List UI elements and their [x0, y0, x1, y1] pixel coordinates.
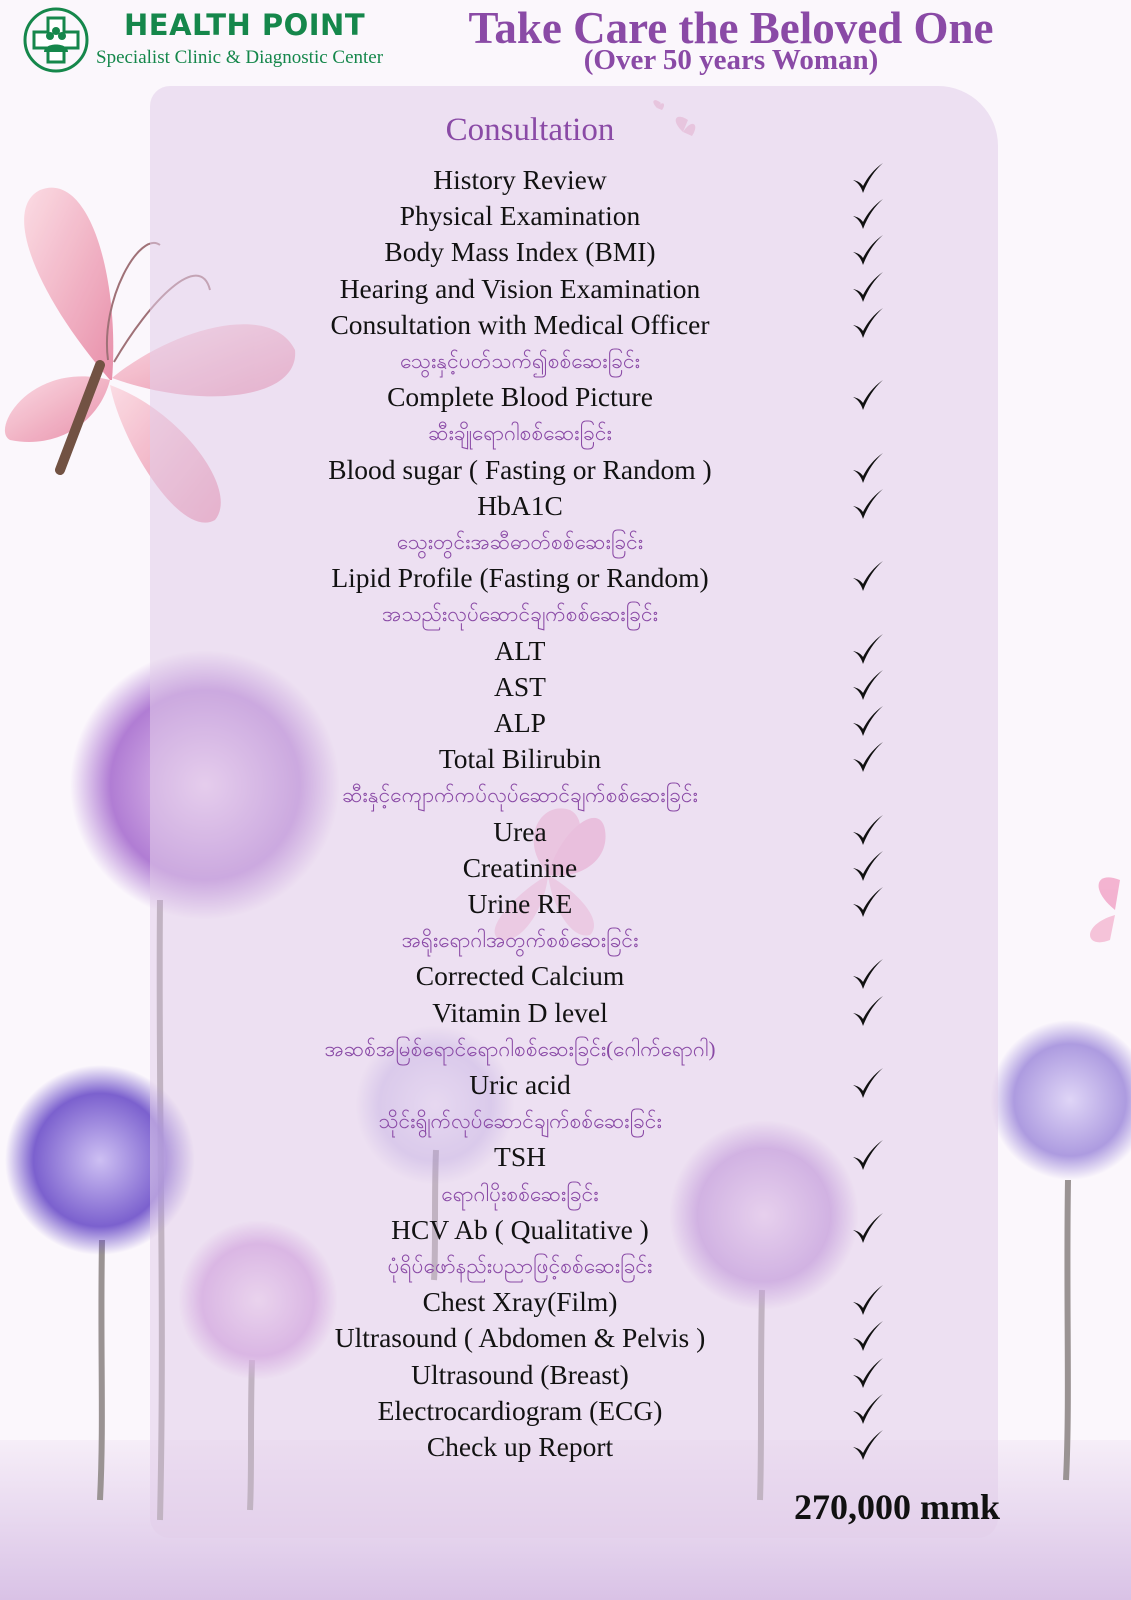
checkmark-icon: [850, 269, 886, 305]
checkmark-icon: [850, 160, 886, 196]
page-subtitle: (Over 50 years Woman): [583, 44, 879, 76]
checklist-item: HbA1C: [477, 489, 563, 521]
category-heading: ဆီးချိုရောဂါစစ်ဆေးခြင်း: [428, 421, 612, 446]
checkmark-icon: [850, 232, 886, 268]
checklist-item: Ultrasound ( Abdomen & Pelvis ): [334, 1322, 706, 1354]
checklist-item: Corrected Calcium: [415, 960, 625, 992]
checklist-item: Hearing and Vision Examination: [339, 272, 701, 304]
checklist-item: Vitamin D level: [432, 996, 608, 1028]
package-price: 270,000 mmk: [794, 1487, 1000, 1527]
checklist-item: Physical Examination: [399, 200, 641, 232]
checkmark-icon: [850, 305, 886, 341]
checklist-item: Consultation with Medical Officer: [330, 308, 710, 340]
checklist-item: Ultrasound (Breast): [411, 1358, 629, 1390]
checkmark-icon: [850, 812, 886, 848]
checkmark-icon: [850, 1065, 886, 1101]
category-heading: သွေးနှင့်ပတ်သက်၍စစ်ဆေးခြင်း: [400, 349, 640, 373]
checklist-item: Uric acid: [469, 1069, 571, 1100]
checkmark-icon: [850, 884, 886, 920]
checkmark-icon: [850, 450, 886, 486]
checkmark-icon: [850, 1355, 886, 1391]
checkmark-icon: [850, 377, 886, 413]
checklist-item: Body Mass Index (BMI): [384, 236, 656, 268]
page-title: Take Care the Beloved One: [468, 3, 994, 53]
brand-name: HEALTH POINT: [124, 8, 366, 42]
brand-subtitle: Specialist Clinic & Diagnostic Center: [96, 47, 384, 68]
checkmark-icon: [850, 993, 886, 1029]
category-heading: သွေးတွင်းအဆီဓာတ်စစ်ဆေးခြင်း: [396, 530, 644, 554]
checkmark-icon: [850, 1210, 886, 1246]
category-heading: အရိုးရောဂါအတွက်စစ်ဆေးခြင်း: [401, 928, 639, 953]
section-title: Consultation: [445, 112, 615, 148]
checklist-item: Creatinine: [462, 851, 578, 883]
checkmark-icon: [850, 667, 886, 703]
checkmark-icon: [850, 1137, 886, 1173]
checkmark-icon: [850, 739, 886, 775]
checklist-item: TSH: [494, 1141, 546, 1173]
checklist-item: HCV Ab ( Qualitative ): [391, 1213, 649, 1245]
category-heading: ဆီးနှင့်ကျောက်ကပ်လုပ်ဆောင်ချက်စစ်ဆေးခြင်း: [342, 783, 698, 808]
checklist-item: Blood sugar ( Fasting or Random ): [328, 453, 712, 485]
checkmark-icon: [850, 486, 886, 522]
checkmark-icon: [850, 1318, 886, 1354]
checkmark-icon: [850, 631, 886, 667]
checklist-item: ALP: [494, 707, 546, 738]
category-heading: သိုင်းရွိုက်လုပ်ဆောင်ချက်စစ်ဆေးခြင်း: [378, 1109, 662, 1134]
checkmark-icon: [850, 1391, 886, 1427]
category-heading: ပုံရိပ်ဖော်နည်းပညာဖြင့်စစ်ဆေးခြင်း: [387, 1254, 653, 1278]
checklist-item: Electrocardiogram (ECG): [377, 1394, 663, 1426]
checklist-item: ALT: [494, 634, 546, 666]
health-point-logo-icon: [22, 6, 90, 74]
checkmark-icon: [850, 1427, 886, 1463]
checklist-item: History Review: [433, 164, 607, 195]
checklist-item: AST: [494, 670, 546, 702]
checkmark-icon: [850, 558, 886, 594]
category-heading: အသည်းလုပ်ဆောင်ချက်စစ်ဆေးခြင်း: [382, 602, 658, 627]
checklist-item: Check up Report: [426, 1431, 614, 1462]
checkmark-icon: [850, 1282, 886, 1318]
category-heading: ရောဂါပိုးစစ်ဆေးခြင်း: [441, 1181, 599, 1206]
flower-icon: [990, 1020, 1131, 1180]
checklist-item: Urea: [493, 815, 547, 847]
checklist-item: Total Bilirubin: [438, 743, 602, 775]
checkmark-icon: [850, 848, 886, 884]
category-heading: အဆစ်အမြစ်ရောင်ရောဂါစစ်ဆေးခြင်း(ဂေါက်ရောဂါ): [324, 1036, 716, 1061]
butterfly-icon: [1090, 877, 1120, 942]
checkmark-icon: [850, 703, 886, 739]
checkmark-icon: [850, 956, 886, 992]
checklist-item: Chest Xray(Film): [422, 1286, 618, 1318]
checklist-item: Lipid Profile (Fasting or Random): [331, 562, 709, 594]
header: [0, 0, 1131, 88]
checklist-item: Urine RE: [467, 888, 573, 919]
checklist-item: Complete Blood Picture: [387, 381, 653, 413]
checkmark-icon: [850, 196, 886, 232]
